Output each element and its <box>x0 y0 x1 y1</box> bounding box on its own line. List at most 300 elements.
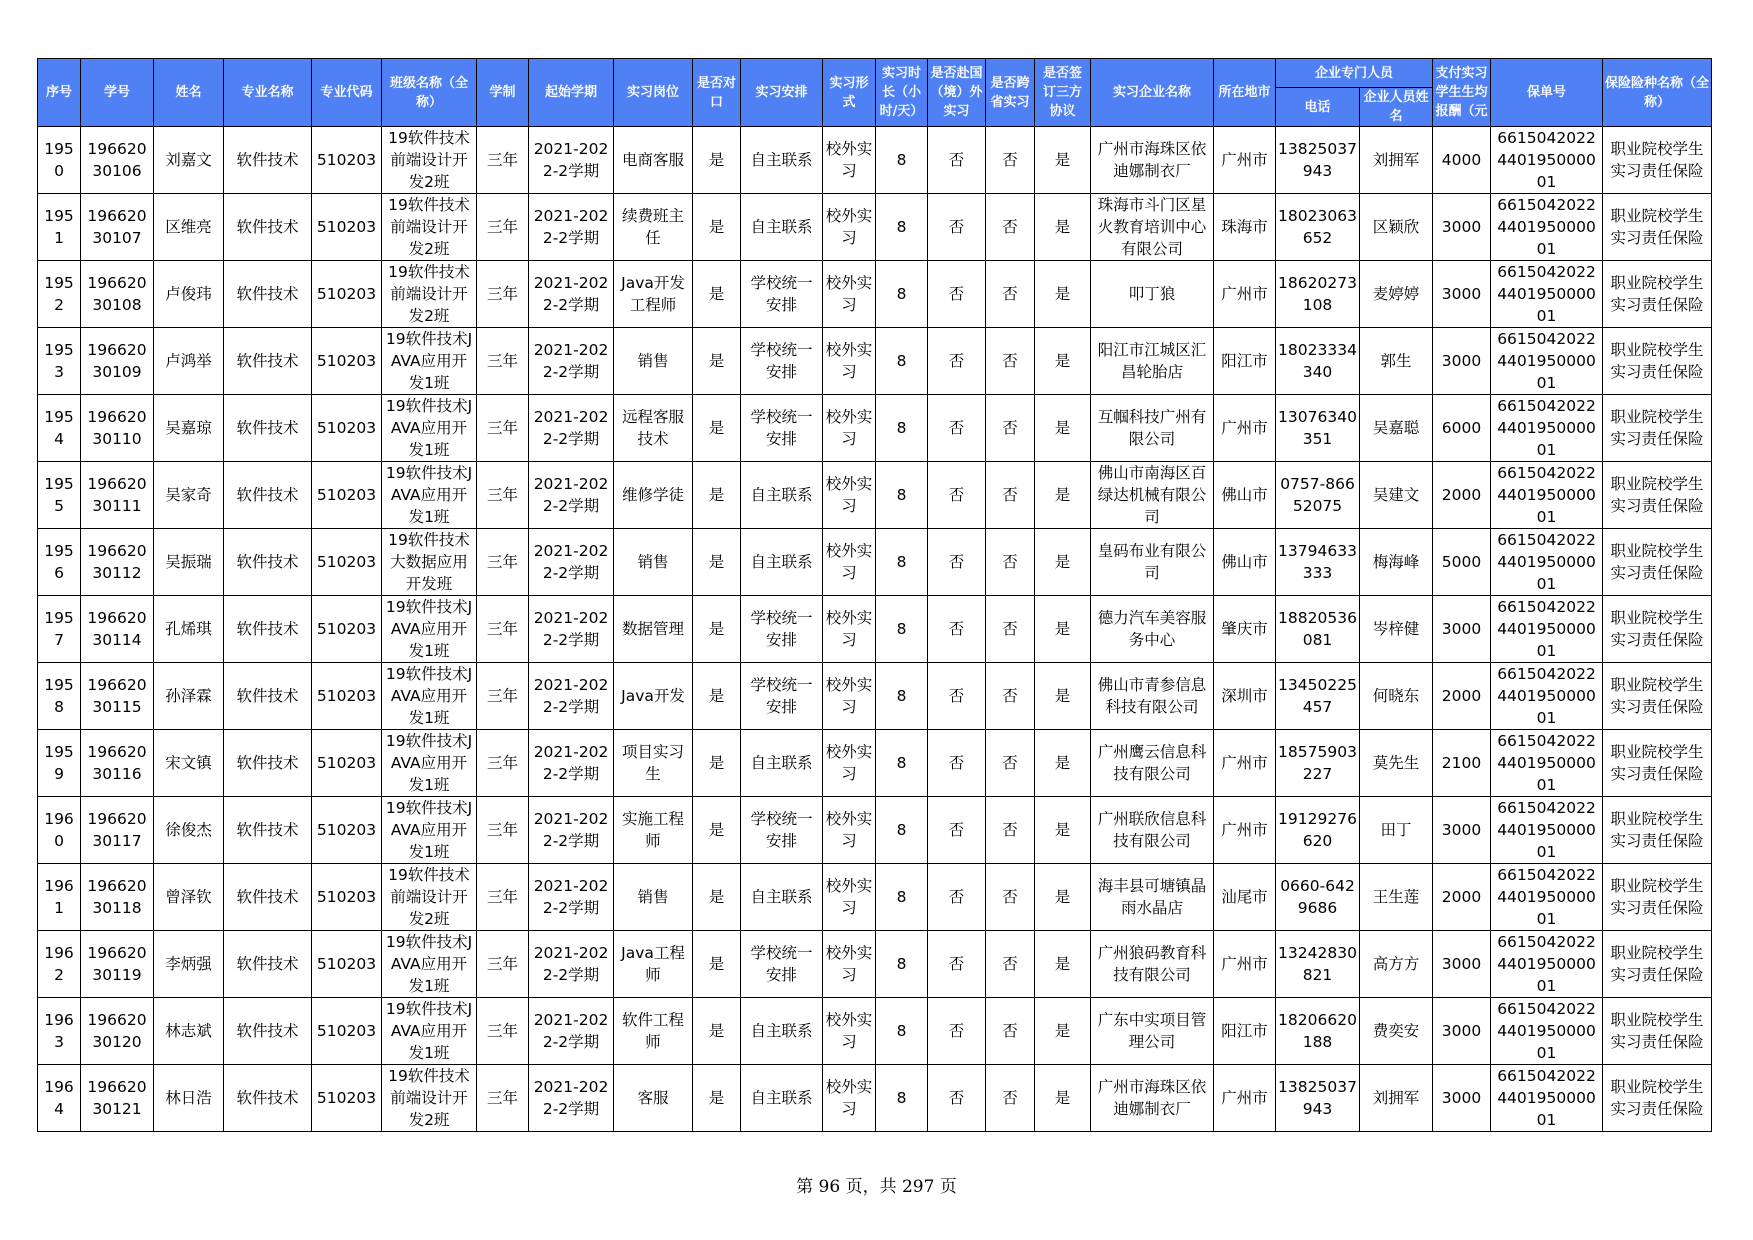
cell-start-term: 2021-2022-2学期 <box>529 462 614 529</box>
cell-tripartite: 是 <box>1035 462 1091 529</box>
cell-policy-no: 6615042022440195000001 <box>1491 328 1603 395</box>
cell-abroad: 否 <box>928 1065 986 1132</box>
cell-position: 维修学徒 <box>614 462 693 529</box>
cell-insurance: 职业院校学生实习责任保险 <box>1603 931 1712 998</box>
cell-matched: 是 <box>693 261 741 328</box>
cell-company: 佛山市南海区百绿达机械有限公司 <box>1091 462 1214 529</box>
cell-hours: 8 <box>876 529 928 596</box>
cell-tripartite: 是 <box>1035 663 1091 730</box>
cell-matched: 是 <box>693 328 741 395</box>
cell-form: 校外实习 <box>823 261 876 328</box>
cell-phone: 13450225457 <box>1276 663 1360 730</box>
cell-start-term: 2021-2022-2学期 <box>529 261 614 328</box>
cell-hours: 8 <box>876 797 928 864</box>
cell-pay: 3000 <box>1433 998 1491 1065</box>
cell-form: 校外实习 <box>823 931 876 998</box>
table-row <box>38 127 1712 194</box>
cell-insurance: 职业院校学生实习责任保险 <box>1603 730 1712 797</box>
cell-major-code: 510203 <box>312 931 382 998</box>
cell-contact-name: 吴嘉聪 <box>1360 395 1433 462</box>
cell-start-term: 2021-2022-2学期 <box>529 797 614 864</box>
header-class-name: 班级名称（全称） <box>382 59 477 127</box>
cell-hours: 8 <box>876 663 928 730</box>
cell-major: 软件技术 <box>224 931 312 998</box>
cell-company: 广东中实项目管理公司 <box>1091 998 1214 1065</box>
cell-seq: 1962 <box>38 931 81 998</box>
cell-phone: 18206620188 <box>1276 998 1360 1065</box>
cell-phone: 13794633333 <box>1276 529 1360 596</box>
cell-tripartite: 是 <box>1035 931 1091 998</box>
cell-seq: 1953 <box>38 328 81 395</box>
cell-arrangement: 学校统一安排 <box>741 395 823 462</box>
cell-major: 软件技术 <box>224 797 312 864</box>
cell-insurance: 职业院校学生实习责任保险 <box>1603 194 1712 261</box>
cell-matched: 是 <box>693 663 741 730</box>
cell-arrangement: 自主联系 <box>741 529 823 596</box>
table-row <box>38 395 1712 462</box>
cell-matched: 是 <box>693 797 741 864</box>
cell-duration: 三年 <box>477 864 529 931</box>
cell-major-code: 510203 <box>312 529 382 596</box>
cell-contact-name: 莫先生 <box>1360 730 1433 797</box>
cell-major: 软件技术 <box>224 127 312 194</box>
cell-class-name: 19软件技术JAVA应用开发1班 <box>382 797 477 864</box>
cell-phone: 18620273108 <box>1276 261 1360 328</box>
cell-matched: 是 <box>693 864 741 931</box>
cell-cross-province: 否 <box>986 261 1035 328</box>
cell-major: 软件技术 <box>224 261 312 328</box>
cell-company: 叩丁狼 <box>1091 261 1214 328</box>
cell-student-id: 19662030117 <box>81 797 154 864</box>
cell-city: 广州市 <box>1214 127 1276 194</box>
cell-hours: 8 <box>876 998 928 1065</box>
header-major: 专业名称 <box>224 59 312 127</box>
cell-seq: 1954 <box>38 395 81 462</box>
cell-contact-name: 何晓东 <box>1360 663 1433 730</box>
cell-matched: 是 <box>693 194 741 261</box>
cell-insurance: 职业院校学生实习责任保险 <box>1603 864 1712 931</box>
cell-arrangement: 自主联系 <box>741 1065 823 1132</box>
cell-pay: 3000 <box>1433 194 1491 261</box>
cell-cross-province: 否 <box>986 931 1035 998</box>
cell-class-name: 19软件技术前端设计开发2班 <box>382 127 477 194</box>
cell-company: 广州市海珠区依迪娜制衣厂 <box>1091 1065 1214 1132</box>
cell-position: 软件工程师 <box>614 998 693 1065</box>
cell-contact-name: 麦婷婷 <box>1360 261 1433 328</box>
table-body <box>38 127 1712 1132</box>
cell-position: Java开发 <box>614 663 693 730</box>
cell-form: 校外实习 <box>823 864 876 931</box>
cell-form: 校外实习 <box>823 328 876 395</box>
cell-abroad: 否 <box>928 261 986 328</box>
cell-pay: 3000 <box>1433 797 1491 864</box>
cell-name: 区维亮 <box>154 194 224 261</box>
cell-form: 校外实习 <box>823 663 876 730</box>
cell-company: 海丰县可塘镇晶雨水晶店 <box>1091 864 1214 931</box>
cell-duration: 三年 <box>477 395 529 462</box>
cell-tripartite: 是 <box>1035 596 1091 663</box>
cell-name: 曾泽钦 <box>154 864 224 931</box>
cell-position: Java开发工程师 <box>614 261 693 328</box>
cell-pay: 3000 <box>1433 1065 1491 1132</box>
table-row <box>38 864 1712 931</box>
cell-tripartite: 是 <box>1035 194 1091 261</box>
cell-form: 校外实习 <box>823 596 876 663</box>
header-seq: 序号 <box>38 59 81 127</box>
cell-abroad: 否 <box>928 596 986 663</box>
cell-duration: 三年 <box>477 462 529 529</box>
cell-arrangement: 自主联系 <box>741 127 823 194</box>
cell-major: 软件技术 <box>224 663 312 730</box>
cell-company: 互帼科技广州有限公司 <box>1091 395 1214 462</box>
cell-matched: 是 <box>693 1065 741 1132</box>
cell-matched: 是 <box>693 462 741 529</box>
cell-city: 佛山市 <box>1214 462 1276 529</box>
cell-start-term: 2021-2022-2学期 <box>529 931 614 998</box>
cell-tripartite: 是 <box>1035 998 1091 1065</box>
cell-hours: 8 <box>876 596 928 663</box>
cell-form: 校外实习 <box>823 797 876 864</box>
cell-contact-name: 梅海峰 <box>1360 529 1433 596</box>
cell-seq: 1950 <box>38 127 81 194</box>
cell-start-term: 2021-2022-2学期 <box>529 998 614 1065</box>
cell-major-code: 510203 <box>312 998 382 1065</box>
header-major-code: 专业代码 <box>312 59 382 127</box>
cell-duration: 三年 <box>477 931 529 998</box>
cell-class-name: 19软件技术前端设计开发2班 <box>382 194 477 261</box>
table-row <box>38 998 1712 1065</box>
cell-tripartite: 是 <box>1035 529 1091 596</box>
cell-company: 广州联欣信息科技有限公司 <box>1091 797 1214 864</box>
cell-position: 销售 <box>614 864 693 931</box>
cell-student-id: 19662030106 <box>81 127 154 194</box>
cell-policy-no: 6615042022440195000001 <box>1491 194 1603 261</box>
cell-contact-name: 费奕安 <box>1360 998 1433 1065</box>
cell-city: 珠海市 <box>1214 194 1276 261</box>
cell-seq: 1958 <box>38 663 81 730</box>
cell-duration: 三年 <box>477 797 529 864</box>
cell-class-name: 19软件技术JAVA应用开发1班 <box>382 730 477 797</box>
cell-major-code: 510203 <box>312 194 382 261</box>
cell-start-term: 2021-2022-2学期 <box>529 395 614 462</box>
cell-cross-province: 否 <box>986 663 1035 730</box>
cell-position: 项目实习生 <box>614 730 693 797</box>
cell-abroad: 否 <box>928 529 986 596</box>
cell-arrangement: 自主联系 <box>741 462 823 529</box>
cell-student-id: 19662030114 <box>81 596 154 663</box>
cell-duration: 三年 <box>477 529 529 596</box>
cell-duration: 三年 <box>477 998 529 1065</box>
cell-pay: 3000 <box>1433 328 1491 395</box>
cell-insurance: 职业院校学生实习责任保险 <box>1603 797 1712 864</box>
cell-insurance: 职业院校学生实习责任保险 <box>1603 663 1712 730</box>
cell-policy-no: 6615042022440195000001 <box>1491 529 1603 596</box>
header-start-term: 起始学期 <box>529 59 614 127</box>
cell-hours: 8 <box>876 1065 928 1132</box>
header-pay: 支付实习学生生均报酬（元 <box>1433 59 1491 127</box>
cell-policy-no: 6615042022440195000001 <box>1491 395 1603 462</box>
cell-matched: 是 <box>693 127 741 194</box>
cell-student-id: 19662030121 <box>81 1065 154 1132</box>
cell-hours: 8 <box>876 127 928 194</box>
cell-tripartite: 是 <box>1035 127 1091 194</box>
cell-pay: 2100 <box>1433 730 1491 797</box>
cell-student-id: 19662030109 <box>81 328 154 395</box>
cell-name: 徐俊杰 <box>154 797 224 864</box>
cell-phone: 18820536081 <box>1276 596 1360 663</box>
cell-pay: 5000 <box>1433 529 1491 596</box>
cell-hours: 8 <box>876 462 928 529</box>
cell-major-code: 510203 <box>312 462 382 529</box>
cell-policy-no: 6615042022440195000001 <box>1491 998 1603 1065</box>
cell-student-id: 19662030111 <box>81 462 154 529</box>
cell-position: 电商客服 <box>614 127 693 194</box>
table-row <box>38 462 1712 529</box>
cell-cross-province: 否 <box>986 596 1035 663</box>
cell-name: 吴家奇 <box>154 462 224 529</box>
cell-arrangement: 学校统一安排 <box>741 797 823 864</box>
cell-city: 广州市 <box>1214 395 1276 462</box>
cell-class-name: 19软件技术JAVA应用开发1班 <box>382 395 477 462</box>
cell-phone: 0660-6429686 <box>1276 864 1360 931</box>
cell-company: 珠海市斗门区星火教育培训中心有限公司 <box>1091 194 1214 261</box>
cell-matched: 是 <box>693 395 741 462</box>
cell-major: 软件技术 <box>224 730 312 797</box>
cell-class-name: 19软件技术JAVA应用开发1班 <box>382 462 477 529</box>
cell-phone: 13825037943 <box>1276 1065 1360 1132</box>
cell-arrangement: 自主联系 <box>741 864 823 931</box>
cell-student-id: 19662030115 <box>81 663 154 730</box>
table-row <box>38 931 1712 998</box>
table-row <box>38 328 1712 395</box>
cell-major-code: 510203 <box>312 864 382 931</box>
cell-abroad: 否 <box>928 663 986 730</box>
cell-seq: 1952 <box>38 261 81 328</box>
cell-class-name: 19软件技术JAVA应用开发1班 <box>382 663 477 730</box>
cell-name: 刘嘉文 <box>154 127 224 194</box>
internship-table <box>37 58 1712 1132</box>
cell-company: 广州狼码教育科技有限公司 <box>1091 931 1214 998</box>
cell-policy-no: 6615042022440195000001 <box>1491 730 1603 797</box>
cell-student-id: 19662030107 <box>81 194 154 261</box>
cell-policy-no: 6615042022440195000001 <box>1491 462 1603 529</box>
cell-tripartite: 是 <box>1035 395 1091 462</box>
cell-duration: 三年 <box>477 328 529 395</box>
cell-class-name: 19软件技术JAVA应用开发1班 <box>382 596 477 663</box>
cell-major-code: 510203 <box>312 328 382 395</box>
cell-name: 孙泽霖 <box>154 663 224 730</box>
cell-city: 阳江市 <box>1214 328 1276 395</box>
cell-cross-province: 否 <box>986 127 1035 194</box>
cell-duration: 三年 <box>477 663 529 730</box>
cell-seq: 1951 <box>38 194 81 261</box>
cell-policy-no: 6615042022440195000001 <box>1491 864 1603 931</box>
cell-abroad: 否 <box>928 931 986 998</box>
cell-hours: 8 <box>876 261 928 328</box>
cell-major: 软件技术 <box>224 529 312 596</box>
cell-student-id: 19662030112 <box>81 529 154 596</box>
cell-major: 软件技术 <box>224 864 312 931</box>
cell-duration: 三年 <box>477 596 529 663</box>
cell-major: 软件技术 <box>224 1065 312 1132</box>
cell-class-name: 19软件技术前端设计开发2班 <box>382 864 477 931</box>
cell-abroad: 否 <box>928 328 986 395</box>
cell-insurance: 职业院校学生实习责任保险 <box>1603 529 1712 596</box>
header-student-id: 学号 <box>81 59 154 127</box>
cell-cross-province: 否 <box>986 529 1035 596</box>
cell-city: 广州市 <box>1214 931 1276 998</box>
cell-major-code: 510203 <box>312 730 382 797</box>
cell-phone: 0757-86652075 <box>1276 462 1360 529</box>
cell-form: 校外实习 <box>823 194 876 261</box>
cell-company: 佛山市青参信息科技有限公司 <box>1091 663 1214 730</box>
cell-matched: 是 <box>693 529 741 596</box>
cell-pay: 2000 <box>1433 864 1491 931</box>
cell-cross-province: 否 <box>986 462 1035 529</box>
cell-duration: 三年 <box>477 1065 529 1132</box>
header-position: 实习岗位 <box>614 59 693 127</box>
cell-city: 汕尾市 <box>1214 864 1276 931</box>
cell-arrangement: 自主联系 <box>741 194 823 261</box>
cell-city: 广州市 <box>1214 261 1276 328</box>
cell-phone: 19129276620 <box>1276 797 1360 864</box>
cell-major: 软件技术 <box>224 328 312 395</box>
cell-form: 校外实习 <box>823 529 876 596</box>
cell-cross-province: 否 <box>986 797 1035 864</box>
cell-cross-province: 否 <box>986 1065 1035 1132</box>
table-row <box>38 261 1712 328</box>
cell-duration: 三年 <box>477 730 529 797</box>
cell-major-code: 510203 <box>312 663 382 730</box>
cell-position: 实施工程师 <box>614 797 693 864</box>
cell-major: 软件技术 <box>224 194 312 261</box>
cell-form: 校外实习 <box>823 462 876 529</box>
cell-city: 广州市 <box>1214 730 1276 797</box>
cell-student-id: 19662030118 <box>81 864 154 931</box>
cell-abroad: 否 <box>928 730 986 797</box>
header-arrangement: 实习安排 <box>741 59 823 127</box>
cell-class-name: 19软件技术大数据应用开发班 <box>382 529 477 596</box>
cell-contact-name: 岑梓健 <box>1360 596 1433 663</box>
cell-major-code: 510203 <box>312 395 382 462</box>
cell-start-term: 2021-2022-2学期 <box>529 529 614 596</box>
header-city: 所在地市 <box>1214 59 1276 127</box>
cell-student-id: 19662030119 <box>81 931 154 998</box>
header-abroad: 是否赴国（境）外实习 <box>928 59 986 127</box>
cell-city: 广州市 <box>1214 1065 1276 1132</box>
cell-position: 客服 <box>614 1065 693 1132</box>
cell-policy-no: 6615042022440195000001 <box>1491 596 1603 663</box>
cell-insurance: 职业院校学生实习责任保险 <box>1603 596 1712 663</box>
cell-cross-province: 否 <box>986 395 1035 462</box>
cell-start-term: 2021-2022-2学期 <box>529 194 614 261</box>
cell-major-code: 510203 <box>312 1065 382 1132</box>
cell-seq: 1956 <box>38 529 81 596</box>
table-row <box>38 797 1712 864</box>
cell-abroad: 否 <box>928 797 986 864</box>
cell-insurance: 职业院校学生实习责任保险 <box>1603 261 1712 328</box>
header-contact-name: 企业人员姓名 <box>1360 88 1433 127</box>
cell-arrangement: 学校统一安排 <box>741 596 823 663</box>
cell-abroad: 否 <box>928 998 986 1065</box>
cell-tripartite: 是 <box>1035 328 1091 395</box>
cell-city: 佛山市 <box>1214 529 1276 596</box>
cell-abroad: 否 <box>928 194 986 261</box>
cell-student-id: 19662030120 <box>81 998 154 1065</box>
header-tripartite: 是否签订三方协议 <box>1035 59 1091 127</box>
cell-seq: 1959 <box>38 730 81 797</box>
cell-contact-name: 王生莲 <box>1360 864 1433 931</box>
cell-class-name: 19软件技术前端设计开发2班 <box>382 261 477 328</box>
cell-hours: 8 <box>876 864 928 931</box>
cell-company: 广州鹰云信息科技有限公司 <box>1091 730 1214 797</box>
cell-position: Java工程师 <box>614 931 693 998</box>
cell-tripartite: 是 <box>1035 797 1091 864</box>
cell-class-name: 19软件技术JAVA应用开发1班 <box>382 328 477 395</box>
cell-matched: 是 <box>693 931 741 998</box>
cell-company: 广州市海珠区依迪娜制衣厂 <box>1091 127 1214 194</box>
cell-pay: 2000 <box>1433 663 1491 730</box>
cell-position: 销售 <box>614 328 693 395</box>
cell-major: 软件技术 <box>224 462 312 529</box>
cell-cross-province: 否 <box>986 864 1035 931</box>
cell-position: 销售 <box>614 529 693 596</box>
cell-company: 皇码布业有限公司 <box>1091 529 1214 596</box>
cell-duration: 三年 <box>477 261 529 328</box>
cell-hours: 8 <box>876 395 928 462</box>
cell-city: 阳江市 <box>1214 998 1276 1065</box>
table-row <box>38 529 1712 596</box>
cell-phone: 18023063652 <box>1276 194 1360 261</box>
cell-arrangement: 自主联系 <box>741 730 823 797</box>
cell-hours: 8 <box>876 730 928 797</box>
cell-cross-province: 否 <box>986 194 1035 261</box>
cell-city: 广州市 <box>1214 797 1276 864</box>
cell-form: 校外实习 <box>823 395 876 462</box>
cell-form: 校外实习 <box>823 730 876 797</box>
cell-tripartite: 是 <box>1035 261 1091 328</box>
cell-major-code: 510203 <box>312 261 382 328</box>
header-hours: 实习时长（小时/天） <box>876 59 928 127</box>
cell-contact-name: 田丁 <box>1360 797 1433 864</box>
table-row <box>38 663 1712 730</box>
header-insurance: 保险险种名称（全称） <box>1603 59 1712 127</box>
cell-arrangement: 自主联系 <box>741 998 823 1065</box>
cell-name: 李炳强 <box>154 931 224 998</box>
cell-phone: 13076340351 <box>1276 395 1360 462</box>
cell-major: 软件技术 <box>224 998 312 1065</box>
cell-matched: 是 <box>693 998 741 1065</box>
cell-cross-province: 否 <box>986 998 1035 1065</box>
cell-arrangement: 学校统一安排 <box>741 261 823 328</box>
cell-student-id: 19662030110 <box>81 395 154 462</box>
cell-tripartite: 是 <box>1035 730 1091 797</box>
cell-major: 软件技术 <box>224 395 312 462</box>
cell-class-name: 19软件技术JAVA应用开发1班 <box>382 931 477 998</box>
cell-position: 续费班主任 <box>614 194 693 261</box>
cell-city: 深圳市 <box>1214 663 1276 730</box>
cell-start-term: 2021-2022-2学期 <box>529 1065 614 1132</box>
cell-start-term: 2021-2022-2学期 <box>529 596 614 663</box>
cell-policy-no: 6615042022440195000001 <box>1491 127 1603 194</box>
cell-insurance: 职业院校学生实习责任保险 <box>1603 328 1712 395</box>
cell-cross-province: 否 <box>986 730 1035 797</box>
cell-cross-province: 否 <box>986 328 1035 395</box>
cell-contact-name: 郭生 <box>1360 328 1433 395</box>
cell-matched: 是 <box>693 730 741 797</box>
cell-phone: 18575903227 <box>1276 730 1360 797</box>
cell-hours: 8 <box>876 194 928 261</box>
